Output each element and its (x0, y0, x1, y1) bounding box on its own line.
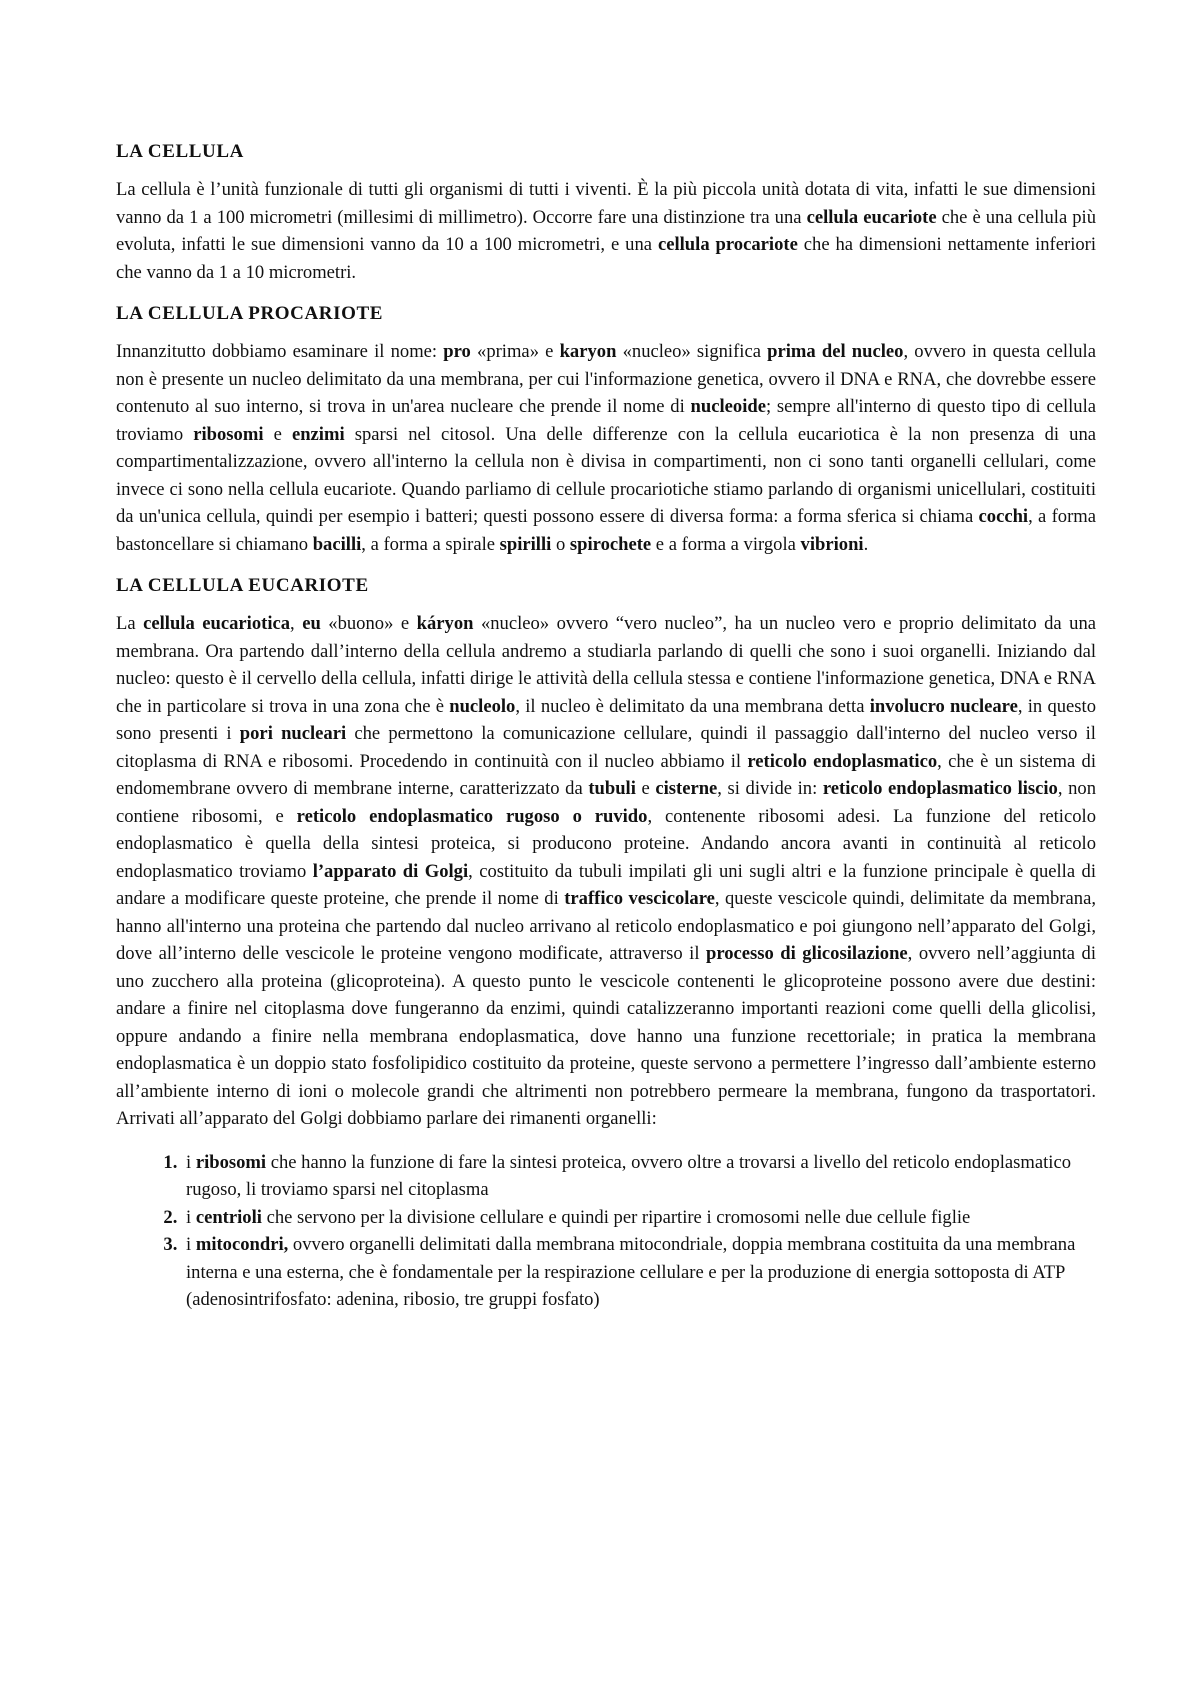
text-run: «buono» e (320, 613, 417, 634)
bold-term: pro (443, 341, 471, 362)
text-run: , che è un sistema di endomembrane ovvero di membrane interne, caratterizzato da (116, 750, 1097, 799)
text-run: La (116, 613, 144, 634)
bold-term: enzimi (291, 423, 345, 445)
text-run: che hanno la funzione di fare la sintesi proteica, ovvero oltre a trovarsi a livello del reticolo endoplasmatico rugoso, li troviamo sparsi nel citoplasma (186, 1151, 1071, 1200)
text-run: o (551, 533, 570, 555)
text-run: «nucleo» ovvero “vero nucleo”, ha un nucleo vero e proprio delimitato da una membrana. Ora partendo dall’interno della cellula andremo a studiarla parlando di quelli che sono i suoi organelli. Iniziando dal nucleo: questo è il cervello della cellula, infatti dirige le attività della cellula stessa e contiene l'informazione genetica, DNA e RNA che in particolare si trova in una zona che è (116, 613, 1097, 717)
heading-cellula-procariote: LA CELLULA PROCARIOTE (116, 303, 384, 324)
document-page (116, 140, 1096, 1314)
text-run: che permettono la comunicazione cellulare, quindi il passaggio dall'interno del nucleo verso il citoplasma di RNA e ribosomi. Procedendo in continuità con il nucleo abbiamo il (116, 723, 1096, 772)
text-run: i (186, 1234, 196, 1255)
bold-term: cisterne (655, 778, 718, 799)
text-run: , costituito da tubuli impilati gli uni sugli altri e la funzione principale è quella di andare a modificare queste proteine, che prende il nome di (116, 860, 1096, 909)
bold-term: reticolo endoplasmatico (747, 750, 938, 772)
text-run: , ovvero nell’aggiunta di uno zucchero alla proteina (glicoproteina). A questo punto le vescicole contenenti le glicoproteine possono avere due destini: andare a finire nel citoplasma dove fungeranno da enzimi, quindi catalizzeranno importanti reazioni come quelli della glicolisi, oppure andando a finire nella membrana endoplasmatica, dove hanno una funzione recettoriale; in pratica la membrana endoplasmatica è un doppio stato fosfolipidico costituito da proteine, queste servono a permettere l’ingresso dall’ambiente esterno all’ambiente interno di ioni o molecole grandi che altrimenti non potrebbero permeare la membrana, fungono da trasportatori. Arrivati all’apparato del Golgi dobbiamo parlare dei rimanenti organelli: (116, 943, 1096, 1129)
list-item-ribosomi (182, 1149, 1096, 1204)
bold-term: involucro nucleare (869, 695, 1018, 717)
bold-term: traffico vescicolare (564, 888, 715, 909)
text-run: , contenente ribosomi adesi. La funzione del reticolo endoplasmatico è quella della sintesi proteica, si producono proteine. Andando ancora avanti in continuità al reticolo endoplasmatico troviamo (116, 805, 1096, 882)
bold-term: cellula eucariote (806, 206, 937, 228)
text-run: La cellula è l’unità funzionale di tutti gli organismi di tutti i viventi. È la più piccola unità dotata di vita, infatti le sue dimensioni vanno da 1 a 100 micrometri (millesimi di millimetro). Occorre fare una distinzione tra una (116, 179, 1096, 228)
heading-la-cellula: LA CELLULA (116, 141, 244, 162)
text-run: e (263, 423, 292, 445)
text-run: che ha dimensioni nettamente inferiori che vanno da 1 a 10 micrometri. (116, 234, 1097, 283)
bold-term: reticolo endoplasmatico liscio (822, 778, 1058, 799)
text-run: sparsi nel citosol. Una delle differenze con la cellula eucariotica è la non presenza di una compartimentalizzazione, ovvero all'interno la cellula non è divisa in compartimenti, non ci sono tanti organelli cellulari, come invece ci sono nella cellula eucariote. Quando parliamo di cellule procariotiche stiamo parlando di organismi unicellulari, costituiti da un'unica cellula, quindi per esempio i batteri; questi possono essere di diversa forma: a forma sferica si chiama (116, 423, 1096, 527)
text-run: Innanzitutto dobbiamo esaminare il nome: (116, 341, 444, 362)
heading-cellula-eucariote: LA CELLULA EUCARIOTE (116, 575, 369, 596)
bold-term: ribosomi (193, 423, 264, 445)
text-run: i (186, 1206, 196, 1228)
text-run: , il nucleo è delimitato da una membrana detta (515, 695, 870, 717)
list-item-mitocondri (182, 1231, 1096, 1314)
bold-term: mitocondri, (195, 1234, 289, 1255)
text-run: , si divide in: (717, 778, 823, 799)
paragraph-intro (116, 176, 1096, 286)
bold-term: tubuli (588, 778, 636, 799)
text-run: , a forma bastoncellare si chiamano (116, 506, 1096, 555)
paragraph-procariote (116, 338, 1096, 558)
text-run: che servono per la divisione cellulare e quindi per ripartire i cromosomi nelle due cellule figlie (261, 1206, 971, 1228)
bold-term: cocchi (978, 506, 1029, 527)
bold-term: bacilli (312, 533, 362, 555)
text-run: i (186, 1151, 196, 1173)
organelles-list (116, 1149, 1096, 1314)
text-run: e (635, 778, 656, 799)
text-run: , queste vescicole quindi, delimitate da membrana, hanno all'interno una proteina che partendo dal nucleo arrivano al reticolo endoplasmatico e poi giungono nell’apparato del Golgi, dove all’interno delle vescicole le proteine vengono modificate, attraverso il (116, 888, 1096, 964)
bold-term: nucleolo (449, 695, 516, 717)
bold-term: processo di glicosilazione (705, 943, 908, 964)
bold-term: l’apparato di Golgi (312, 860, 469, 882)
bold-term: karyon (559, 341, 617, 362)
text-run: ovvero organelli delimitati dalla membrana mitocondriale, doppia membrana costituita da una membrana interna e una esterna, che è fondamentale per la respirazione cellulare e per la produzione di energia sottoposta di ATP (adenosintrifosfato: adenina, ribosio, tre gruppi fosfato) (186, 1234, 1076, 1310)
bold-term: pori nucleari (239, 723, 347, 744)
bold-term: eu (302, 613, 321, 634)
bold-term: nucleoide (690, 396, 766, 417)
text-run: , a forma a spirale (361, 533, 500, 555)
bold-term: cellula eucariotica (143, 613, 291, 634)
bold-term: centrioli (195, 1206, 262, 1228)
bold-term: spirochete (569, 533, 652, 555)
bold-term: vibrioni (800, 533, 864, 555)
bold-term: ribosomi (195, 1151, 267, 1173)
bold-term: káryon (416, 613, 474, 634)
text-run: , in questo sono presenti i (116, 695, 1096, 744)
text-run: ; sempre all'interno di questo tipo di cellula troviamo (116, 396, 1096, 445)
text-run: , ovvero in questa cellula non è presente un nucleo delimitato da una membrana, per cui l'informazione genetica, ovvero il DNA e RNA, che dovrebbe essere contenuto al suo interno, si trova in un'area nucleare che prende il nome di (116, 341, 1096, 417)
text-run: , (290, 613, 303, 634)
text-run: e a forma a virgola (651, 533, 801, 555)
text-run: «prima» e (470, 341, 560, 362)
bold-term: reticolo endoplasmatico rugoso o ruvido (296, 805, 648, 827)
text-run: che è una cellula più evoluta, infatti le sue dimensioni vanno da 10 a 100 micrometri, e una (116, 206, 1097, 255)
list-item-centrioli (182, 1204, 1096, 1232)
text-run: , non contiene ribosomi, e (116, 778, 1096, 827)
bold-term: prima del nucleo (767, 341, 904, 362)
bold-term: cellula procariote (657, 234, 798, 255)
bold-term: spirilli (499, 533, 552, 555)
paragraph-eucariote (116, 610, 1096, 1133)
text-run: «nucleo» significa (616, 341, 768, 362)
text-run: . (863, 533, 869, 555)
